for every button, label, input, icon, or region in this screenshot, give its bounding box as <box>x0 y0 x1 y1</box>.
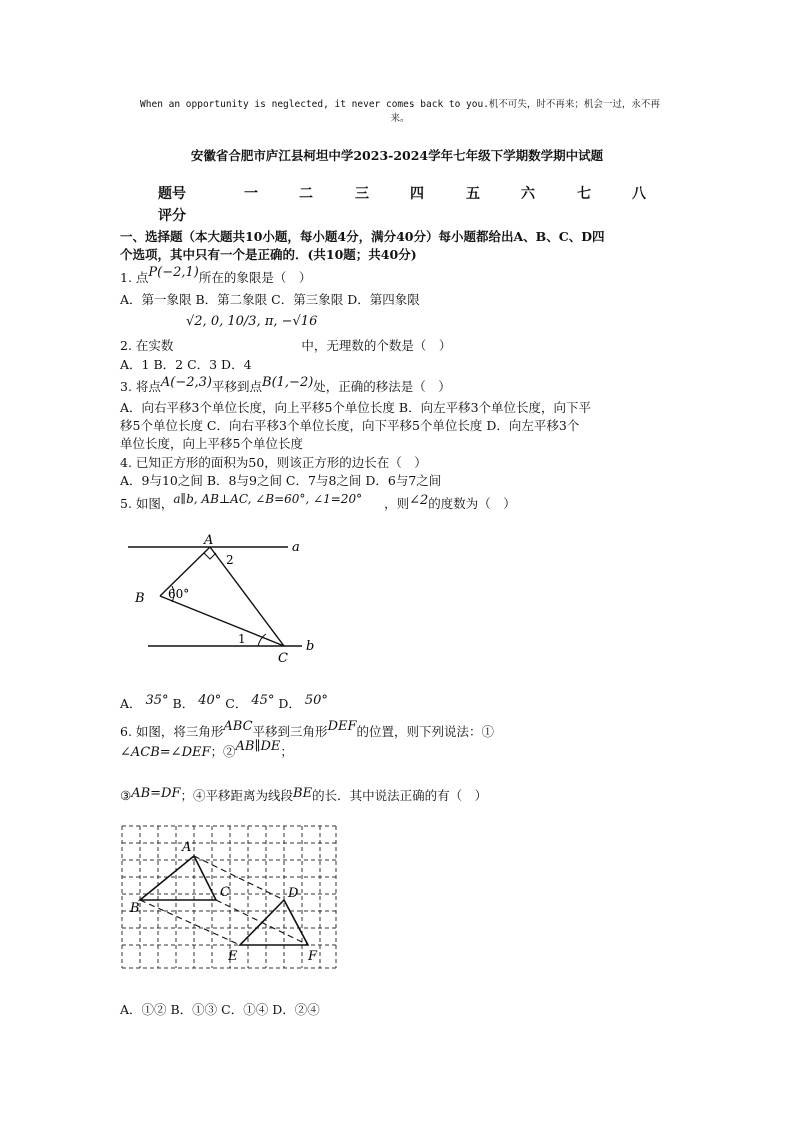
q2-options: A．1 B．2 C．3 D．4 <box>120 357 252 372</box>
q6-statement-4-post: 的长．其中说法正确的有（ ） <box>312 788 488 803</box>
score-label-question: 题号 <box>158 186 186 202</box>
q5-opt-b: B． <box>172 696 195 711</box>
q3-pre: 3. 将点 <box>120 379 161 394</box>
score-col-6: 六 <box>521 186 535 202</box>
label-b-point: B <box>135 591 145 606</box>
q5-mid: ，则 <box>384 496 410 511</box>
q1-options: A．第一象限 B．第二象限 C．第三象限 D．第四象限 <box>120 292 420 307</box>
motto-line-1: When an opportunity is neglected, it never comes back to you.机不可失，时不再来；机会一过，永不再 <box>140 99 660 110</box>
label-point-c: C <box>220 885 230 900</box>
label-angle-60: 60° <box>168 587 190 601</box>
label-two: 2 <box>226 553 234 567</box>
q3-mid: 平移到点 <box>212 379 263 394</box>
q6-mark-3: ③ <box>120 788 132 803</box>
q6-statements-2 <box>120 786 487 804</box>
q2-pre: 2. 在实数 <box>120 338 174 353</box>
q5-math2: ∠2 <box>409 493 429 508</box>
q6-options: A．①② B．①③ C．①④ D．②④ <box>120 1002 320 1017</box>
q2-post: 中，无理数的个数是（ ） <box>301 338 452 353</box>
score-col-5: 五 <box>466 186 480 202</box>
q6-stem <box>120 719 495 740</box>
q6-sep-2: ； <box>280 744 293 759</box>
triangle-abc <box>140 856 216 900</box>
q5-opt-d: D． <box>278 696 301 711</box>
q1-stem <box>120 265 312 286</box>
q6-statements-1 <box>120 739 293 760</box>
q6-pre: 6. 如图，将三角形 <box>120 724 224 739</box>
label-line-a: a <box>292 540 300 555</box>
score-col-3: 三 <box>355 186 369 202</box>
q3-options-2: 移5个单位长度 C．向右平移3个单位长度，向下平移5个单位长度 D．向左平移3个 <box>120 418 580 433</box>
q5-opt-c: C． <box>225 696 248 711</box>
q6-math-be: BE <box>293 786 313 801</box>
q6-mid: 平移到三角形 <box>252 724 328 739</box>
q1-math: P(−2,1) <box>148 265 199 280</box>
q3-math-a: A(−2,3) <box>160 375 213 390</box>
q5-opt-c-val: 45° <box>251 693 275 708</box>
score-col-2: 二 <box>299 186 313 202</box>
q6-math-def: DEF <box>327 719 357 734</box>
score-col-1: 一 <box>244 186 258 202</box>
right-angle-mark <box>204 553 216 559</box>
q4-stem: 4. 已知正方形的面积为50，则该正方形的边长在（ ） <box>120 455 427 470</box>
label-c-point: C <box>278 651 288 666</box>
triangle-def <box>240 900 308 945</box>
q6-statement-3: AB=DF <box>131 786 181 801</box>
q3-options-3: 单位长度，向上平移5个单位长度 <box>120 436 303 451</box>
q6-statement-2: AB∥DE <box>235 739 281 754</box>
score-label-score: 评分 <box>158 208 186 224</box>
label-point-b: B <box>130 901 140 916</box>
section1-line1: 一、选择题（本大题共10小题，每小题4分，满分40分）每小题都给出A、B、C、D四 <box>120 229 605 244</box>
q5-pre: 5. 如图， <box>120 496 174 511</box>
section1-line2: 个选项，其中只有一个是正确的．(共10题；共40分) <box>120 247 417 262</box>
q5-options <box>120 694 328 712</box>
q4-options: A．9与10之间 B．8与9之间 C．7与8之间 D．6与7之间 <box>120 473 442 488</box>
label-one: 1 <box>238 632 246 646</box>
label-point-d: D <box>288 886 299 901</box>
q5-opt-a: A． <box>120 696 142 711</box>
q3-options-1: A．向右平移3个单位长度，向上平移5个单位长度 B．向左平移3个单位长度，向下平 <box>120 400 592 415</box>
q3-stem <box>120 377 451 395</box>
motto <box>120 98 680 126</box>
q2-math: √2, 0, 10/3, π, −√16 <box>186 314 318 329</box>
q6-statement-4: ；④平移距离为线段 <box>180 788 294 803</box>
score-col-7: 七 <box>577 186 591 202</box>
q5-post: 的度数为（ ） <box>428 496 516 511</box>
q6-math-abc: ABC <box>223 719 253 734</box>
q6-statement-1: ∠ACB=∠DEF <box>120 745 211 760</box>
q5-stem <box>120 494 516 512</box>
label-point-a: A <box>182 840 192 855</box>
q3-math-b: B(1,−2) <box>262 375 314 390</box>
q1-pre: 1. 点 <box>120 270 149 285</box>
motto-line-2: 来。 <box>390 113 410 124</box>
score-col-8: 八 <box>632 186 646 202</box>
q5-opt-d-val: 50° <box>304 693 328 708</box>
q2-stem <box>120 336 451 354</box>
q5-opt-a-val: 35° <box>145 693 169 708</box>
exam-title: 安徽省合肥市庐江县柯坦中学2023-2024学年七年级下学期数学期中试题 <box>190 148 604 163</box>
q5-figure <box>120 528 320 670</box>
q1-post: 所在的象限是（ ） <box>198 270 312 285</box>
q5-opt-b-val: 40° <box>198 693 222 708</box>
q6-sep-1: ；② <box>210 744 236 759</box>
q3-post: 处，正确的移法是（ ） <box>313 379 451 394</box>
label-a-point: A <box>204 533 214 548</box>
label-point-f: F <box>308 949 318 964</box>
q6-grid-figure <box>118 822 340 974</box>
label-line-b: b <box>306 639 315 654</box>
score-col-4: 四 <box>410 186 424 202</box>
q6-post: 的位置，则下列说法：① <box>356 724 495 739</box>
q5-math: a∥b, AB⊥AC, ∠B=60°, ∠1=20° <box>173 492 363 506</box>
label-point-e: E <box>228 949 238 964</box>
